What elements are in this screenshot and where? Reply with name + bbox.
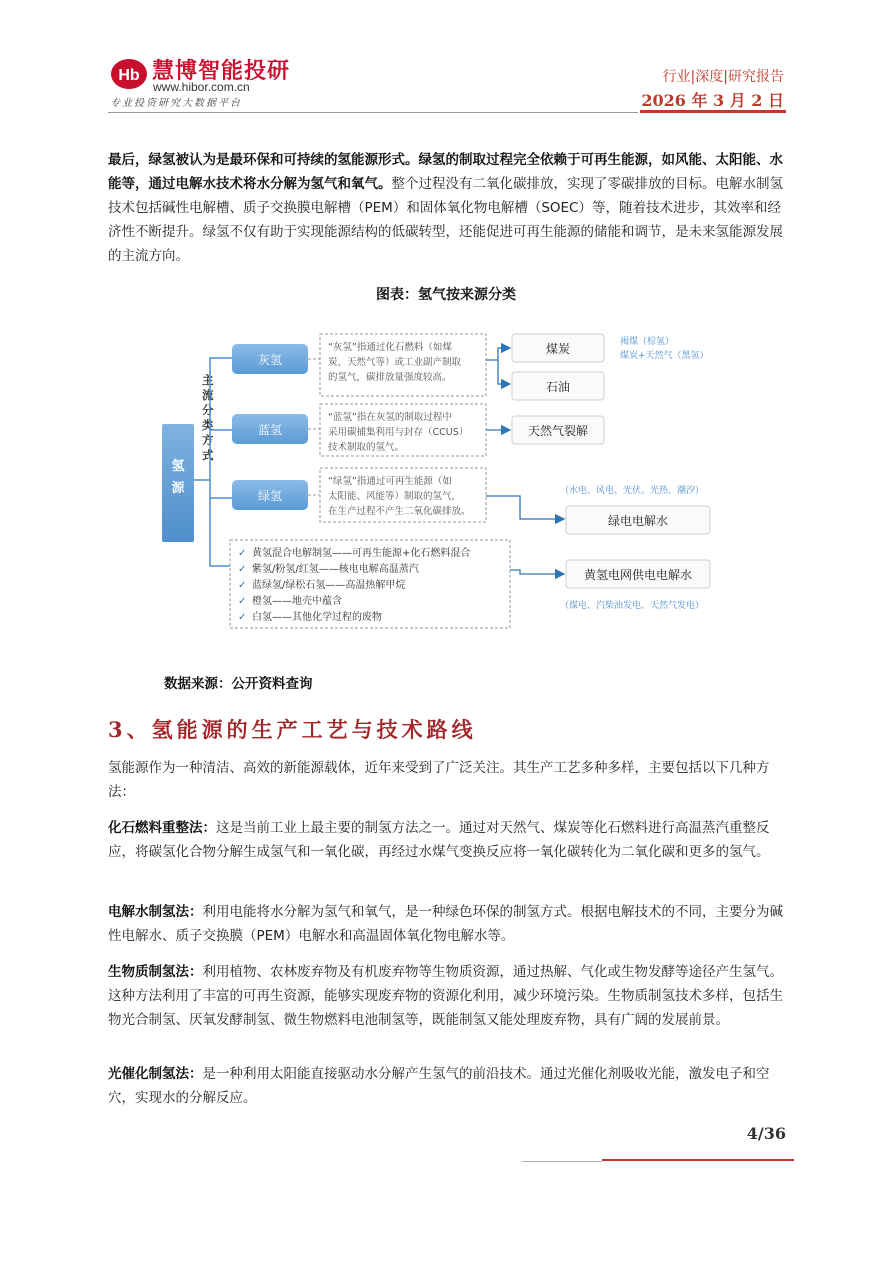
source-coal [512,334,604,362]
method-text: 利用电能将水分解为氢气和氧气，是一种绿色环保的制氢方式。根据电解技术的不同，主要分为碱性电解水、质子交换膜（PEM）电解水和高温固体氧化物电解水等。 [108,904,783,944]
source-oil-label: 石油 [545,380,571,394]
hibor-logo-icon [110,58,148,90]
type-label-gray: 灰氢 [257,353,283,367]
check-icon: ✓ [238,596,247,607]
note-black-hydrogen: 煤炭+天然气（黑氢） [620,351,709,361]
other-hydrogen-item: 紫氢/粉氢/红氢——核电电解高温蒸汽 [252,564,419,575]
other-hydrogen-item: 白氢——其他化学过程的废物 [252,612,382,623]
source-grid-power-label: 黄氢电网供电电解水 [583,568,693,582]
figure-title: 图表：氢气按来源分类 [376,287,516,303]
section-title: 3、氢能源的生产工艺与技术路线 [108,717,477,742]
type-node-gray [232,344,308,374]
check-icon: ✓ [238,612,247,623]
check-icon: ✓ [238,580,247,591]
svg-text:Hb: Hb [118,67,140,84]
desc-blue: “蓝氢”指在灰氢的制取过程中采用碳捕集利用与封存（CCUS）技术制取的氢气。 [328,412,469,453]
intro-paragraph [108,148,792,268]
brand-name: 慧博智能投研 [152,59,291,84]
method-text: 是一种利用太阳能直接驱动水分解产生氢气的前沿技术。通过光催化剂吸收光能，激发电子和空穴，实现水的分解反应。 [108,1066,770,1106]
source-natural-gas [512,416,604,444]
root-char-2: 源 [171,481,185,496]
page-number: 4/36 [746,1124,786,1143]
root-char-1: 氢 [171,459,185,474]
check-icon: ✓ [238,548,247,559]
other-hydrogen-item: 黄氢混合电解制氢——可再生能源+化石燃料混合 [252,548,471,559]
hydrogen-classification-diagram [160,320,740,640]
intro-bold-text: 最后，绿氢被认为是最环保和可持续的氢能源形式。绿氢的制取过程完全依赖于可再生能源，如风能、太阳能、水能等，通过电解水技术将水分解为氢气和氧气。 [108,152,783,192]
footer-divider [522,1161,602,1162]
source-grid-power [566,560,710,588]
note-green-power: （水电、风电、光伏、光热、潮汐） [560,486,705,496]
type-node-green [232,480,308,510]
method-photocatalysis [108,1062,792,1110]
method-name: 化石燃料重整法： [108,820,216,836]
method-electrolysis [108,900,792,948]
brand-url[interactable]: www.hibor.com.cn [153,80,250,94]
check-icon: ✓ [238,564,247,575]
figure-source-note: 数据来源：公开资料查询 [164,676,313,692]
method-text: 这是当前工业上最主要的制氢方法之一。通过对天然气、煤炭等化石燃料进行高温蒸汽重整反应，将碳氢化合物分解生成氢气和一氧化碳，再经过水煤气变换反应将一氧化碳转化为二氧化碳和更多的氢气。 [108,820,770,860]
section-intro: 氢能源作为一种清洁、高效的新能源载体，近年来受到了广泛关注。其生产工艺多种多样，主要包括以下几种方法： [108,760,770,800]
note-brown-hydrogen: 褐煤（棕氢） [620,337,675,347]
source-green-power [566,506,710,534]
footer-divider-accent [602,1159,794,1161]
report-type: 行业|深度|研究报告 [662,69,784,85]
header-divider [108,112,638,113]
note-grid-power: （煤电、汽柴油发电、天然气发电） [560,601,705,611]
desc-gray: “灰氢”指通过化石燃料（如煤炭、天然气等）或工业副产制取的氢气，碳排放量强度较高。 [328,342,462,383]
brand-slogan: 专业投资研究大数据平台 [110,98,242,109]
method-name: 光催化制氢法： [108,1066,203,1082]
other-hydrogen-item: 蓝绿氢/绿松石氢——高温热解甲烷 [252,580,406,591]
classify-label: 主流分类方式 [202,373,214,462]
type-label-green: 绿氢 [257,489,283,503]
other-hydrogen-item: 橙氢——地壳中蕴含 [252,596,342,607]
type-node-blue [232,414,308,444]
source-coal-label: 煤炭 [545,342,571,356]
intro-text: 整个过程没有二氧化碳排放，实现了零碳排放的目标。电解水制氢技术包括碱性电解槽、质子交换膜电解槽（PEM）和固体氧化物电解槽（SOEC）等，随着技术进步，其效率和经济性不断提升。绿氢不仅有助于实现能源结构的低碳转型，还能促进可再生能源的储能和调节，是未来氢能源发展的主流方向。 [108,176,783,264]
source-green-power-label: 绿电电解水 [607,514,669,528]
method-name: 生物质制氢法： [108,964,203,980]
method-name: 电解水制氢法： [108,904,203,920]
report-date: 2026 年 3 月 2 日 [641,91,784,110]
source-natural-gas-label: 天然气裂解 [527,424,589,438]
desc-green: “绿氢”指通过可再生能源（如太阳能、风能等）制取的氢气，在生产过程不产生二氧化碳排放。 [328,476,471,517]
type-label-blue: 蓝氢 [257,423,283,437]
method-text: 利用植物、农林废弃物及有机废弃物等生物质资源，通过热解、气化或生物发酵等途径产生氢气。这种方法利用了丰富的可再生资源，能够实现废弃物的资源化利用，减少环境污染。生物质制氢技术多样，包括生物光合制氢、厌氧发酵制氢、微生物燃料电池制氢等，既能制氢又能处理废弃物，具有广阔的发展前景。 [108,964,783,1028]
header-divider-accent [640,110,786,113]
method-fossil-reforming [108,816,792,864]
source-oil [512,372,604,400]
method-biomass [108,960,792,1032]
